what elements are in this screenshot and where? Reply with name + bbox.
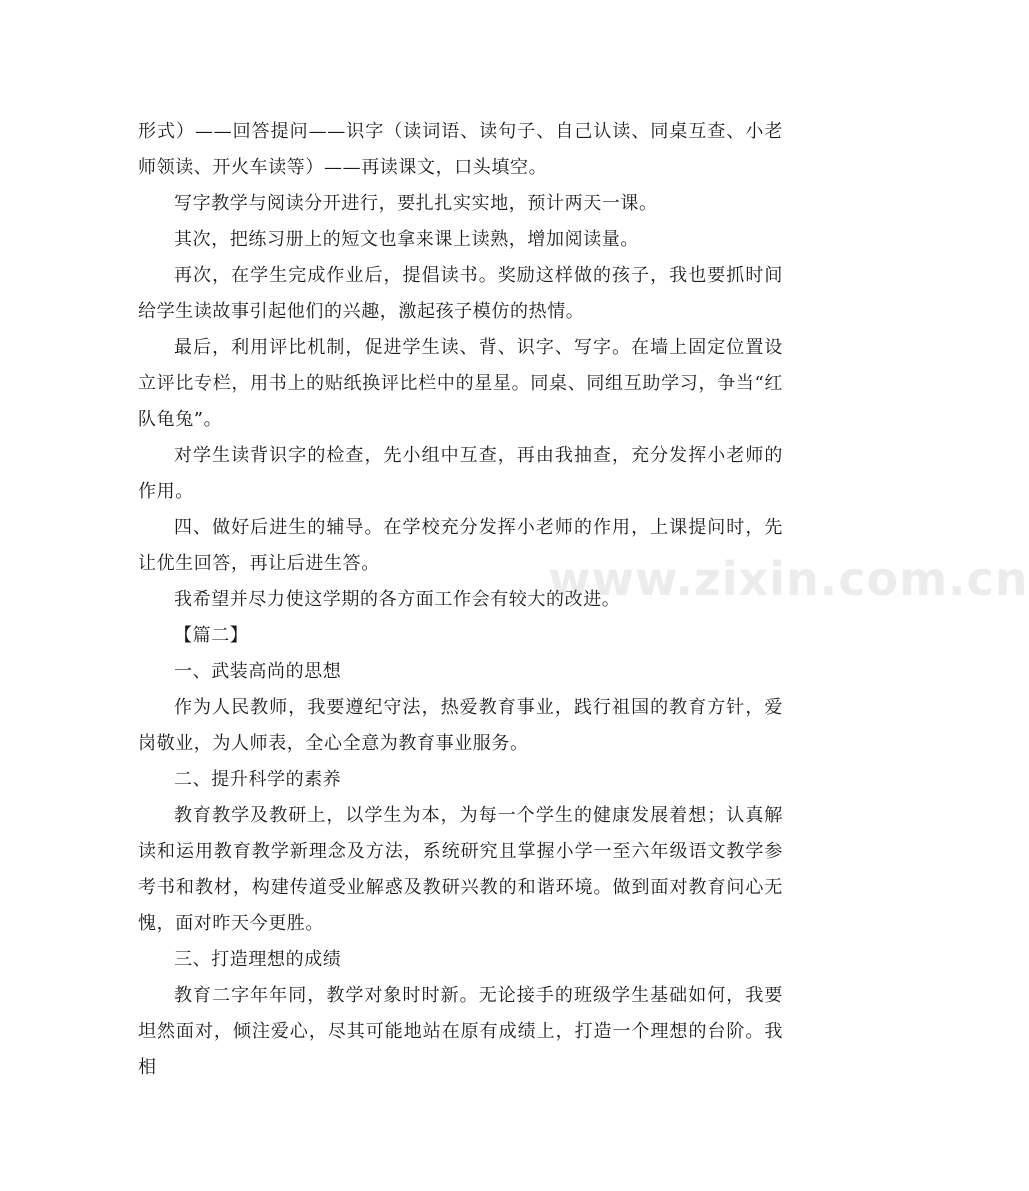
paragraph: 形式）——回答提问——识字（读词语、读句子、自己认读、同桌互查、小老师领读、开火车读等）——再读课文，口头填空。 [138,121,783,178]
paragraph: 教育二字年年同，教学对象时时新。无论接手的班级学生基础如何，我要坦然面对，倾注爱心，尽其可能地站在原有成绩上，打造一个理想的台阶。我相 [138,985,783,1078]
section-heading: 【篇二】 [174,625,249,646]
paragraph: 教育教学及教研上，以学生为本，为每一个学生的健康发展着想；认真解读和运用教育教学新理念及方法，系统研究且掌握小学一至六年级语文教学参考书和教材，构建传道受业解惑及教研兴教的和谐环境。做到面对教育问心无愧，面对昨天今更胜。 [138,805,783,934]
paragraph: 再次，在学生完成作业后，提倡读书。奖励这样做的孩子，我也要抓时间给学生读故事引起他们的兴趣，激起孩子模仿的热情。 [138,265,783,322]
section-heading: 二、提升科学的素养 [174,769,342,790]
paragraph: 四、做好后进生的辅导。在学校充分发挥小老师的作用，上课提问时，先让优生回答，再让后进生答。 [138,517,783,574]
paragraph: 最后，利用评比机制，促进学生读、背、识字、写字。在墙上固定位置设立评比专栏，用书上的贴纸换评比栏中的星星。同桌、同组互助学习，争当“红队龟兔”。 [138,337,783,430]
section-heading: 一、武装高尚的思想 [174,661,342,682]
watermark: www.zixin.com.cn [548,552,1029,606]
document-body [138,114,783,1086]
paragraph: 作为人民教师，我要遵纪守法，热爱教育事业，践行祖国的教育方针，爱岗敬业，为人师表，全心全意为教育事业服务。 [138,697,783,754]
paragraph: 其次，把练习册上的短文也拿来课上读熟，增加阅读量。 [174,229,639,250]
section-heading: 三、打造理想的成绩 [174,949,342,970]
paragraph: 写字教学与阅读分开进行，要扎扎实实地，预计两天一课。 [174,193,658,214]
paragraph: 对学生读背识字的检查，先小组中互查，再由我抽查，充分发挥小老师的作用。 [138,445,783,502]
paragraph: 我希望并尽力使这学期的各方面工作会有较大的改进。 [174,589,621,610]
